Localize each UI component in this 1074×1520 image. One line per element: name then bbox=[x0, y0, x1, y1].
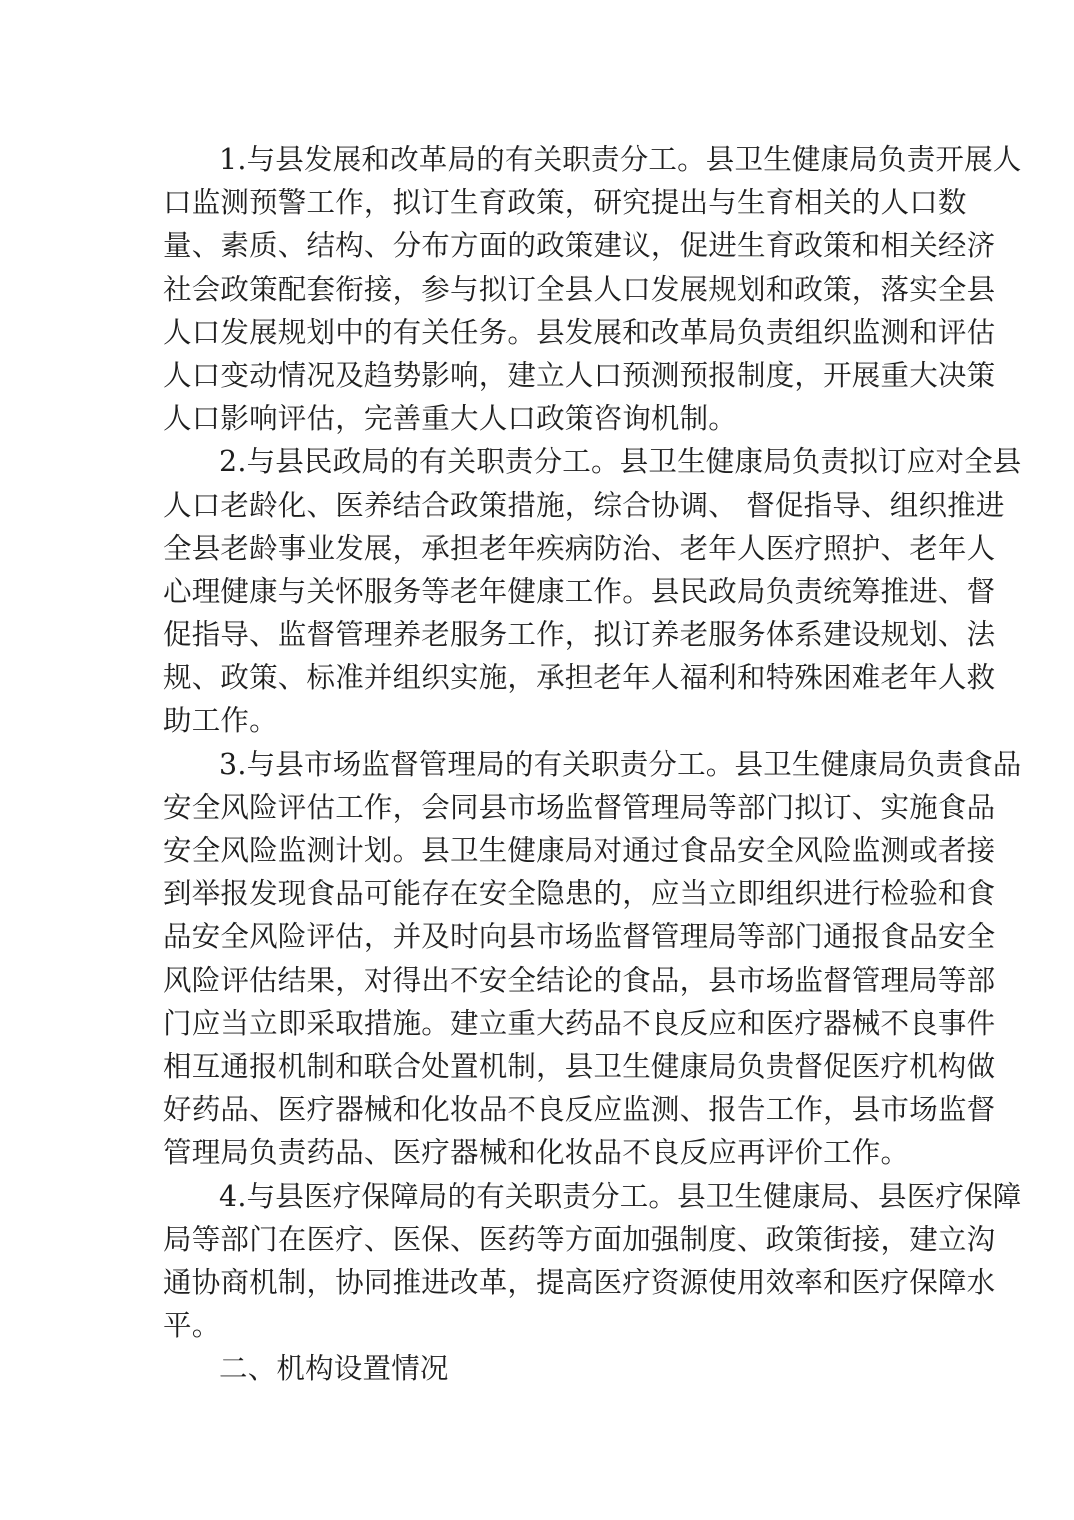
paragraph-line: 社会政策配套衔接，参与拟订全县人口发展规划和政策，落实全县 bbox=[163, 272, 996, 306]
paragraph bbox=[163, 138, 1022, 440]
paragraph-line: 人口变动情况及趋势影响，建立人口预测预报制度，开展重大决策 bbox=[163, 358, 996, 392]
paragraph bbox=[163, 1175, 1022, 1348]
paragraph-line: 1.与县发展和改革局的有关职责分工。县卫生健康局负责开展人 bbox=[219, 143, 1022, 176]
paragraph-line: 风险评估结果，对得出不安全结论的食品，县市场监督管理局等部 bbox=[163, 963, 996, 997]
paragraph-line: 心理健康与关怀服务等老年健康工作。县民政局负责统筹推进、督 bbox=[163, 574, 996, 608]
paragraph bbox=[163, 743, 1022, 1175]
paragraph-line: 好药品、医疗器械和化妆品不良反应监测、报告工作，县市场监督 bbox=[163, 1093, 996, 1127]
paragraph-line: 人口老龄化、医养结合政策措施，综合协调、 督促指导、组织推进 bbox=[163, 488, 1005, 522]
paragraph-line: 促指导、监督管理养老服务工作，拟订养老服务体系建设规划、法 bbox=[163, 618, 996, 652]
paragraph-line: 助工作。 bbox=[163, 704, 278, 738]
paragraph-line: 到举报发现食品可能存在安全隐患的，应当立即组织进行检验和食 bbox=[163, 877, 996, 911]
paragraph-line: 安全风险评估工作，会同县市场监督管理局等部门拟订、实施食品 bbox=[163, 790, 996, 824]
paragraph-line: 口监测预警工作，拟订生育政策，研究提出与生育相关的人口数 bbox=[163, 186, 967, 220]
paragraph-line: 门应当立即采取措施。建立重大药品不良反应和医疗器械不良事件 bbox=[163, 1006, 996, 1040]
paragraph-line: 通协商机制，协同推进改革，提高医疗资源使用效率和医疗保障水 bbox=[163, 1265, 996, 1299]
paragraph-line: 3.与县市场监督管理局的有关职责分工。县卫生健康局负责食品 bbox=[219, 747, 1022, 781]
paragraph-line: 品安全风险评估，并及时向县市场监督管理局等部门通报食品安全 bbox=[163, 920, 996, 954]
paragraph-line: 规、政策、标准并组织实施，承担老年人福利和特殊困难老年人救 bbox=[163, 661, 996, 695]
paragraph-line: 人口影响评估，完善重大人口政策咨询机制。 bbox=[163, 402, 738, 436]
paragraph-line: 局等部门在医疗、医保、医药等方面加强制度、政策街接，建立沟 bbox=[163, 1222, 996, 1256]
paragraph-line: 平。 bbox=[163, 1309, 221, 1343]
paragraph bbox=[163, 440, 1022, 742]
paragraph-line: 4.与县医疗保障局的有关职责分工。县卫生健康局、县医疗保障 bbox=[219, 1179, 1022, 1213]
paragraph-line: 安全风险监测计划。县卫生健康局对通过食品安全风险监测或者接 bbox=[163, 834, 996, 867]
document-body bbox=[163, 138, 1022, 1390]
paragraph-line: 全县老龄事业发展，承担老年疾病防治、老年人医疗照护、老年人 bbox=[163, 531, 996, 565]
paragraph-line: 量、素质、结构、分布方面的政策建议，促进生育政策和相关经济 bbox=[163, 229, 996, 263]
paragraph-line: 人口发展规划中的有关任务。县发展和改革局负责组织监测和评估 bbox=[163, 315, 996, 349]
heading-text: 二、机构设置情况 bbox=[219, 1352, 449, 1386]
paragraph-line: 相互通报机制和联合处置机制，县卫生健康局负贵督促医疗机构做 bbox=[163, 1049, 996, 1083]
paragraph-line: 管理局负责药品、医疗器械和化妆品不良反应再评价工作。 bbox=[163, 1136, 910, 1170]
paragraph-line: 2.与县民政局的有关职责分工。县卫生健康局负责拟订应对全县 bbox=[219, 445, 1022, 479]
section-heading bbox=[163, 1347, 913, 1390]
